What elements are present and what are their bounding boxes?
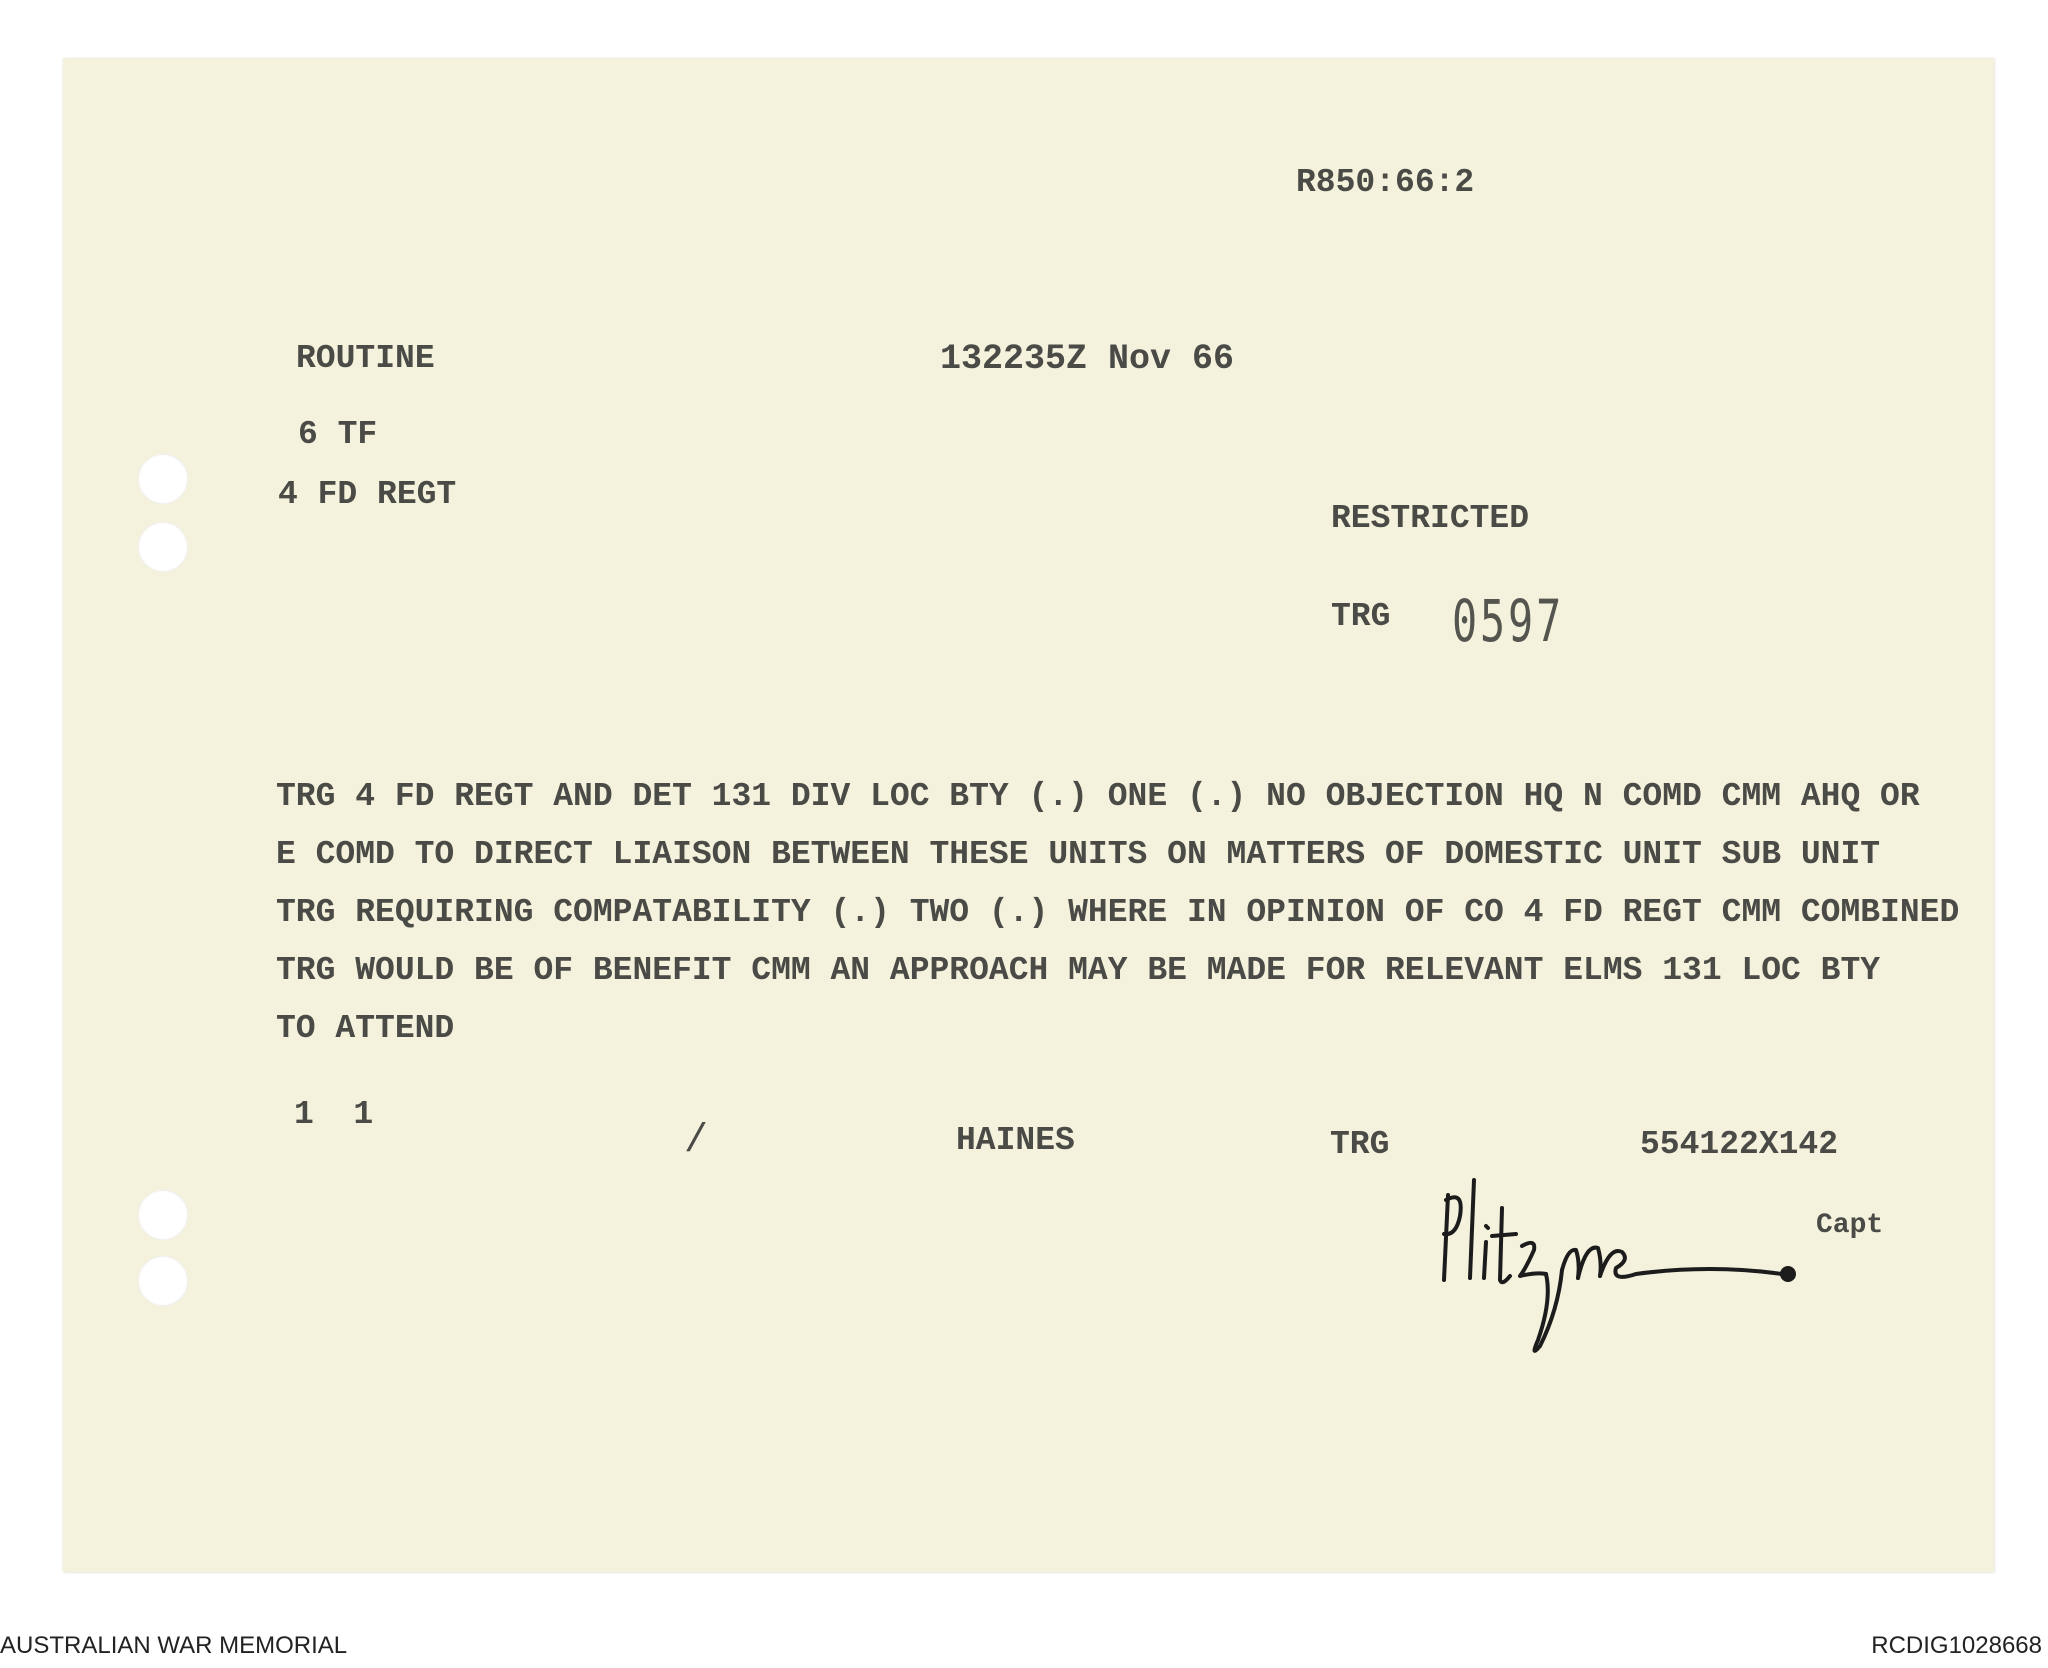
addressee-1: 6 TF <box>298 416 378 453</box>
punch-hole <box>138 1256 188 1306</box>
signature-rank: Capt <box>1816 1210 1884 1241</box>
file-reference: R850:66:2 <box>1296 164 1475 201</box>
punch-hole <box>138 1190 188 1240</box>
field-separator: / <box>684 1119 709 1164</box>
archive-footer-right: RCDIG1028668 <box>1871 1632 2042 1659</box>
message-body <box>276 768 1960 1058</box>
handwritten-signature <box>1430 1150 1810 1380</box>
classification: RESTRICTED <box>1331 500 1530 537</box>
originator-branch: TRG <box>1330 1126 1390 1163</box>
phone-number: 554122X142 <box>1640 1126 1839 1163</box>
punch-hole <box>138 454 188 504</box>
serial-number: 0597 <box>1452 587 1565 655</box>
addressee-2: 4 FD REGT <box>278 476 457 513</box>
originator-name: HAINES <box>956 1122 1075 1159</box>
body-line: TO ATTEND <box>276 1010 455 1047</box>
archive-footer-left: AUSTRALIAN WAR MEMORIAL <box>0 1632 348 1659</box>
body-line: TRG REQUIRING COMPATABILITY (.) TWO (.) WHERE IN OPINION OF CO 4 FD REGT CMM COMBINED <box>276 894 1960 931</box>
date-time-group: 132235Z Nov 66 <box>940 339 1235 379</box>
body-line: E COMD TO DIRECT LIAISON BETWEEN THESE UNITS ON MATTERS OF DOMESTIC UNIT SUB UNIT <box>276 836 1881 873</box>
punch-hole <box>138 522 188 572</box>
precedence: ROUTINE <box>296 340 435 377</box>
body-line: TRG 4 FD REGT AND DET 131 DIV LOC BTY (.) ONE (.) NO OBJECTION HQ N COMD CMM AHQ OR <box>276 778 1920 815</box>
originator-prefix: TRG <box>1331 598 1391 635</box>
page-count: 1 1 <box>294 1096 374 1133</box>
body-line: TRG WOULD BE OF BENEFIT CMM AN APPROACH MAY BE MADE FOR RELEVANT ELMS 131 LOC BTY <box>276 952 1881 989</box>
